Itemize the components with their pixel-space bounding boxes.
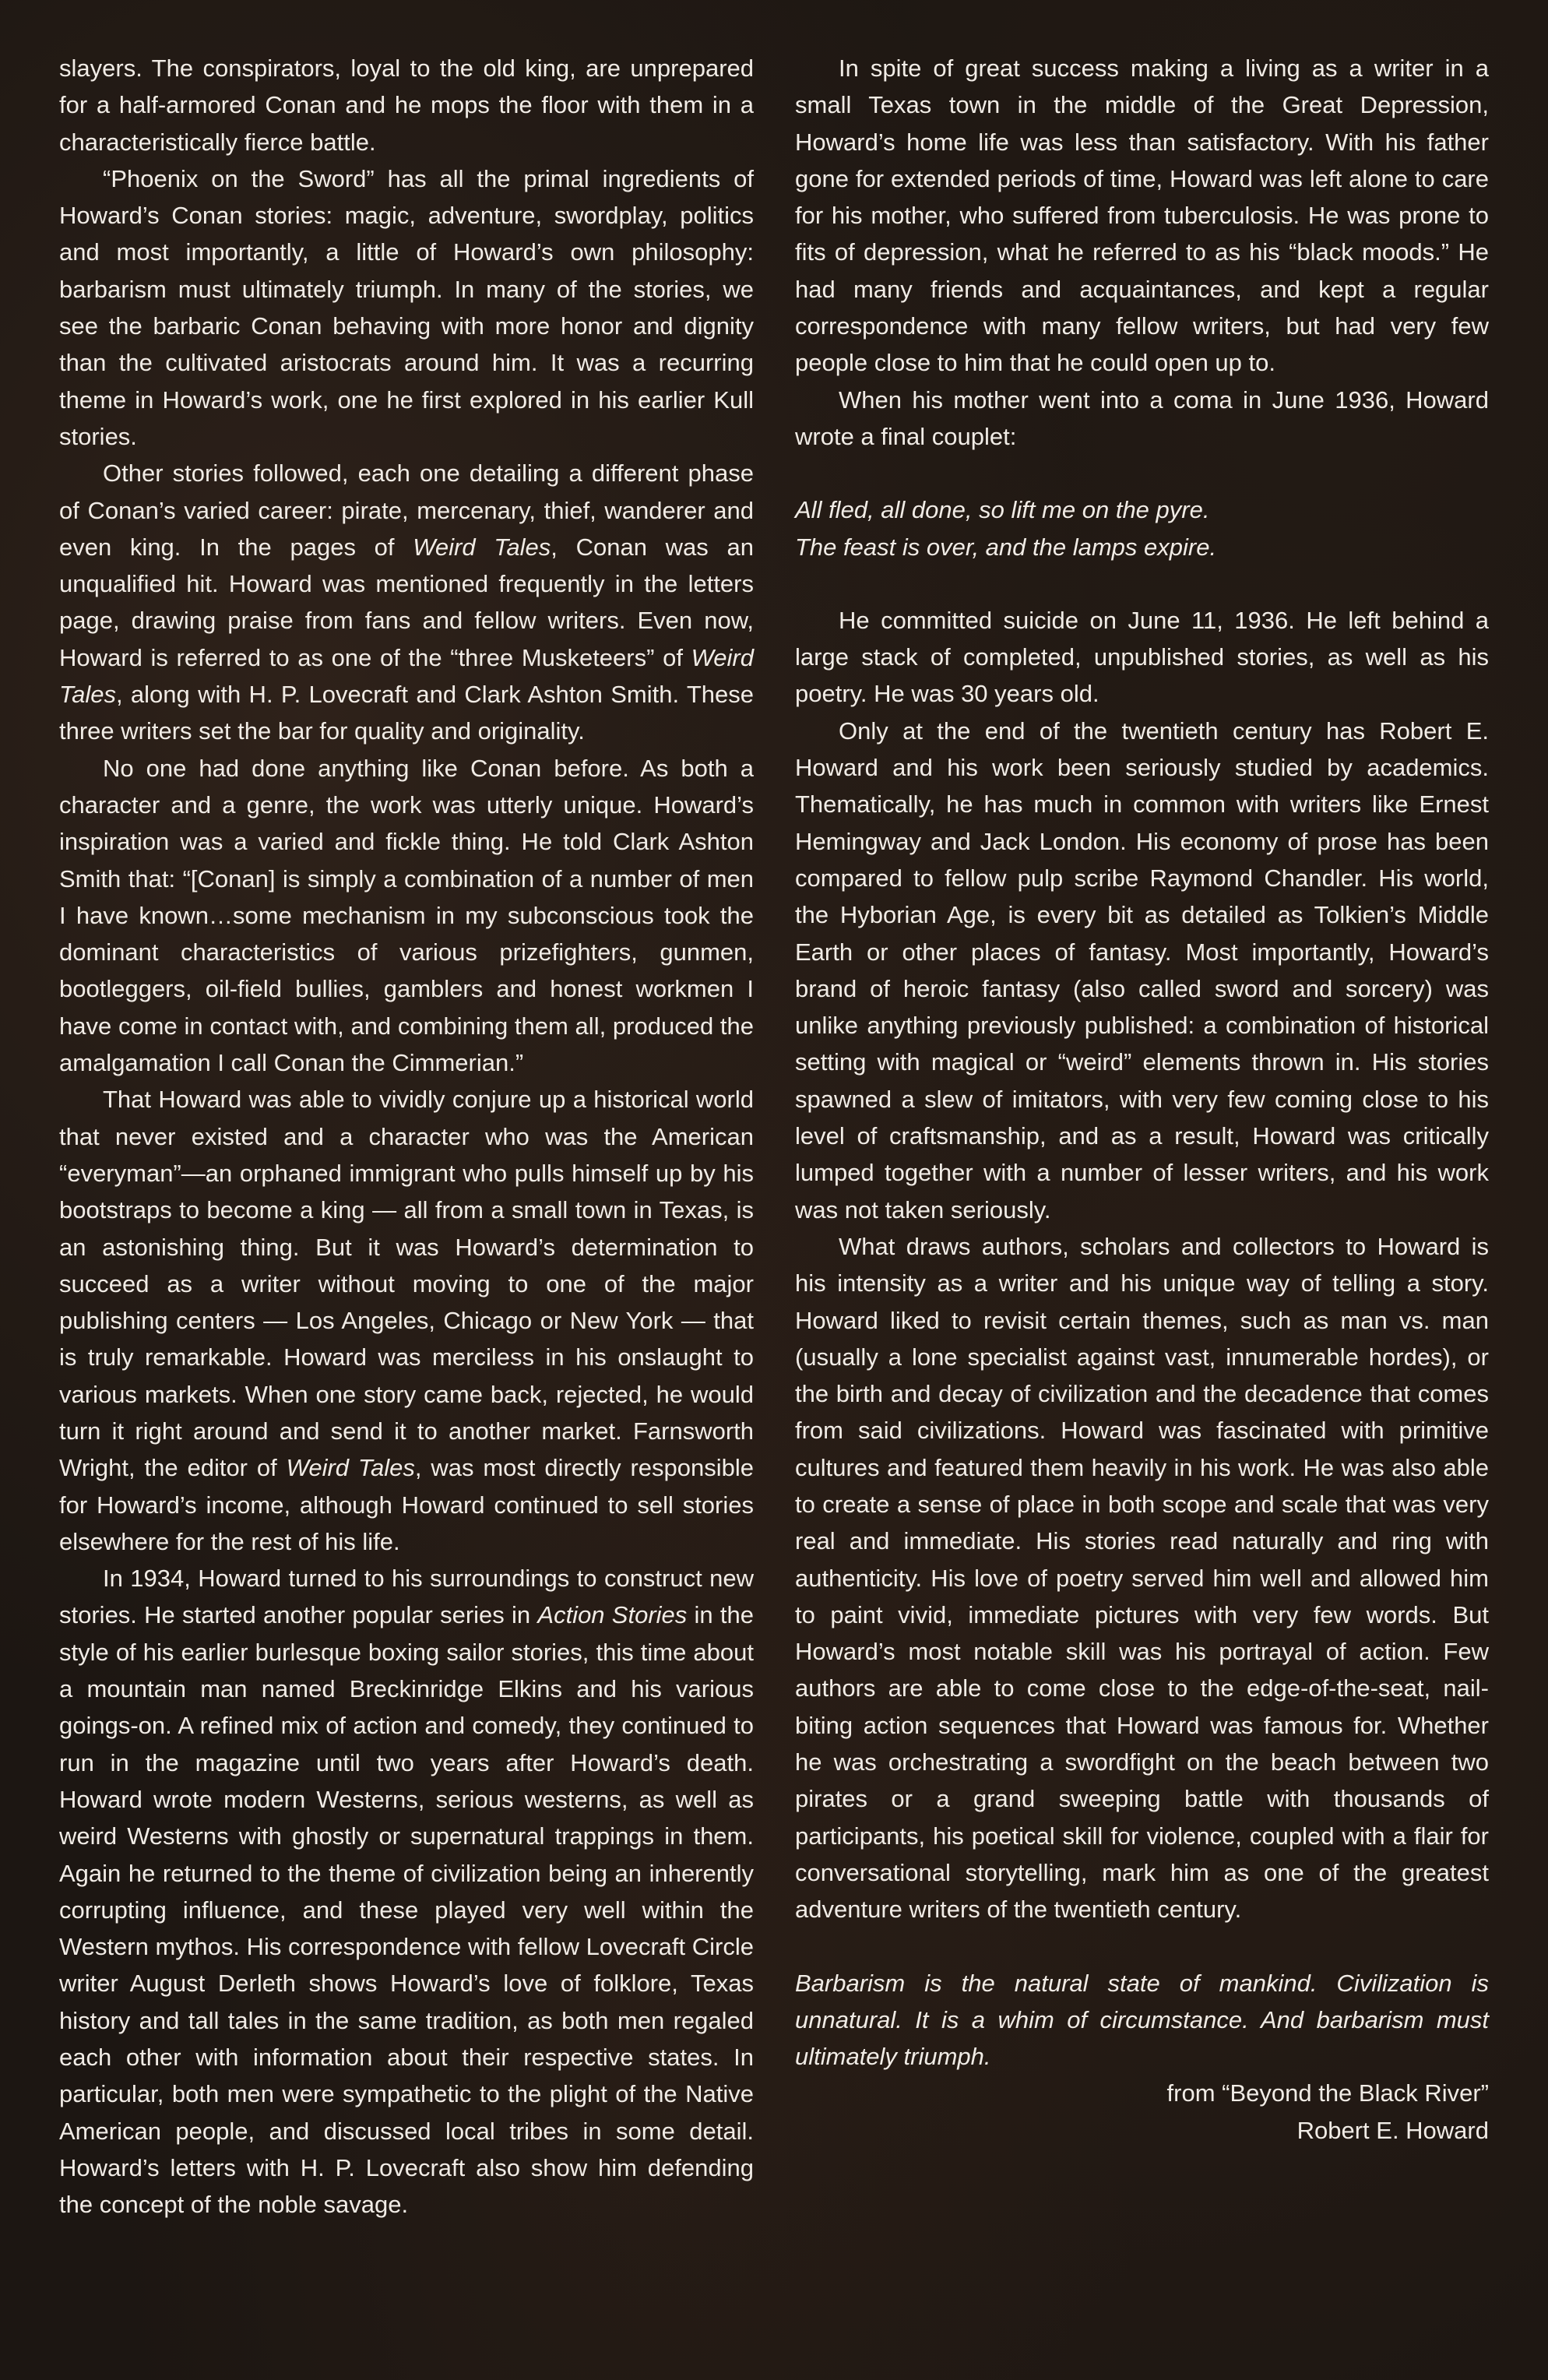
text-run: In 1934, Howard turned to his surroundings to construct new stories. He started another popular series in — [59, 1565, 754, 1629]
right-paragraph-3: He committed suicide on June 11, 1936. He left behind a large stack of completed, unpublished stories, as well as his poetry. He was 30 years old. — [795, 606, 1489, 708]
text-run: , was most directly responsible for Howard’s income, although Howard continued to sell stories elsewhere for the rest of his life. — [59, 1454, 755, 1555]
italic-title: Weird Tales — [413, 533, 551, 561]
text-run: That Howard was able to vividly conjure up a historical world that never existed and a character who was the American “everyman”—an orphaned immigrant who pulls himself up by his bootstraps to become a king — all from a small town in Texas, is an astonishing thing. But it was Howard’s determination to succeed as a writer without moving to one of the major publishing centers — Los Angeles, Chicago or New York — that is truly remarkable. Howard was merciless in his onslaught to various markets. When one story came back, rejected, he would turn it right around and send it to another market. Farnsworth Wright, the editor of — [59, 1086, 754, 1482]
text-run: , Conan was an unqualified hit. Howard was mentioned frequently in the letters page, drawing praise from fans and fellow writers. Even now, Howard is referred to as one of the “three Musketeers” of — [59, 533, 754, 671]
spacer — [795, 565, 1489, 602]
right-paragraph-2: When his mother went into a coma in June 1936, Howard wrote a final couplet: — [795, 386, 1489, 450]
left-paragraph-5 — [59, 1081, 754, 1560]
attribution-source: from “Beyond the Black River” — [1166, 2079, 1489, 2107]
spacer — [795, 1928, 1489, 1965]
italic-title: Weird Tales — [286, 1454, 415, 1482]
couplet-line-1: All fled, all done, so lift me on the pyre. — [795, 496, 1210, 524]
right-column — [795, 50, 1489, 2149]
left-paragraph-4: No one had done anything like Conan before. As both a character and a genre, the work was utterly unique. Howard’s inspiration was a varied and fickle thing. He told Clark Ashton Smith that: “[Conan] is simply a combination of a number of men I have known…some mechanism in my subconscious took the dominant characteristics of various prizefighters, gunmen, bootleggers, oil-field bullies, gamblers and honest workmen I have come in contact with, and combining them all, produced the amalgamation I call Conan the Cimmerian.” — [59, 754, 754, 1077]
italic-title: Action Stories — [537, 1601, 688, 1629]
left-column — [59, 50, 754, 2223]
text-run: Other stories followed, each one detailing a different phase of Conan’s varied career: pirate, mercenary, thief, wanderer and even king. In the pages of — [59, 459, 754, 561]
left-paragraph-3 — [59, 455, 754, 749]
spacer — [795, 455, 1489, 491]
right-paragraph-1: In spite of great success making a living as a writer in a small Texas town in the middle of the Great Depression, Howard’s home life was less than satisfactory. With his father gone for extended periods of time, Howard was left alone to care for his mother, who suffered from tuberculosis. He was prone to fits of depression, what he referred to as his “black moods.” He had many friends and acquaintances, and kept a regular correspondence with many fellow writers, but had very few people close to him that he could open up to. — [795, 55, 1489, 377]
left-paragraph-2: “Phoenix on the Sword” has all the primal ingredients of Howard’s Conan stories: magic, adventure, swordplay, politics and most importantly, a little of Howard’s own philosophy: barbarism must ultimately triumph. In many of the stories, we see the barbaric Conan behaving with more honor and dignity than the cultivated aristocrats around him. It was a recurring theme in Howard’s work, one he first explored in his earlier Kull stories. — [59, 164, 754, 450]
closing-quote: Barbarism is the natural state of mankind. Civilization is unnatural. It is a whim of circumstance. And barbarism must ultimately triumph. — [795, 1969, 1489, 2071]
text-run: in the style of his earlier burlesque boxing sailor stories, this time about a mountain man named Breckinridge Elkins and his various goings-on. A refined mix of action and comedy, they continued to run in the magazine until two years after Howard’s death. Howard wrote modern Westerns, serious westerns, as well as weird Westerns with ghostly or supernatural trappings in them. Again he returned to the theme of civilization being an inherently corrupting influence, and these played very well within the Western mythos. His correspondence with fellow Lovecraft Circle writer August Derleth shows Howard’s love of folklore, Texas history and tall tales in the same tradition, as both men regaled each other with information about their respective states. In particular, both men were sympathetic to the plight of the Native American people, and discussed local tribes in some detail. Howard’s letters with H. P. Lovecraft also show him defending the concept of the noble savage. — [59, 1601, 754, 2219]
text-run: , along with H. P. Lovecraft and Clark Ashton Smith. These three writers set the bar for quality and originality. — [59, 681, 754, 745]
attribution-author: Robert E. Howard — [1296, 2116, 1489, 2144]
right-paragraph-5: What draws authors, scholars and collectors to Howard is his intensity as a writer and his unique way of telling a story. Howard liked to revisit certain themes, such as man vs. man (usually a lone specialist against vast, innumerable hordes), or the birth and decay of civilization and the decadence that comes from said civilizations. Howard was fascinated with primitive cultures and featured them heavily in his work. He was also able to create a sense of place in both scope and scale that was very real and immediate. His stories read naturally and ring with authenticity. His love of poetry served him well and allowed him to paint vivid, immediate pictures with very few words. But Howard’s most notable skill was his portrayal of action. Few authors are able to come close to the edge-of-the-seat, nail-biting action sequences that Howard was famous for. Whether he was orchestrating a swordfight on the beach between two pirates or a grand sweeping battle with thousands of participants, his poetical skill for violence, coupled with a flair for conversational storytelling, mark him as one of the greatest adventure writers of the twentieth century. — [795, 1232, 1489, 1924]
left-paragraph-6 — [59, 1560, 754, 2223]
quote-attribution — [795, 2075, 1489, 2149]
italic-title: Weird Tales — [59, 643, 754, 709]
right-paragraph-4: Only at the end of the twentieth century has Robert E. Howard and his work been seriously studied by academics. Thematically, he has much in common with writers like Ernest Hemingway and Jack London. His economy of prose has been compared to fellow pulp scribe Raymond Chandler. His world, the Hyborian Age, is every bit as detailed as Tolkien’s Middle Earth or other places of fantasy. Most importantly, Howard’s brand of heroic fantasy (also called sword and sorcery) was unlike anything previously published: a combination of historical setting with magical or “weird” elements thrown in. His stories spawned a slew of imitators, with very few coming close to his level of craftsmanship, and as a result, Howard was critically lumped together with a number of lesser writers, and his work was not taken seriously. — [795, 716, 1489, 1223]
couplet-line-2: The feast is over, and the lamps expire. — [795, 533, 1217, 561]
left-paragraph-1: slayers. The conspirators, loyal to the old king, are unprepared for a half-armored Conan and he mops the floor with them in a characteristically fierce battle. — [59, 55, 754, 156]
